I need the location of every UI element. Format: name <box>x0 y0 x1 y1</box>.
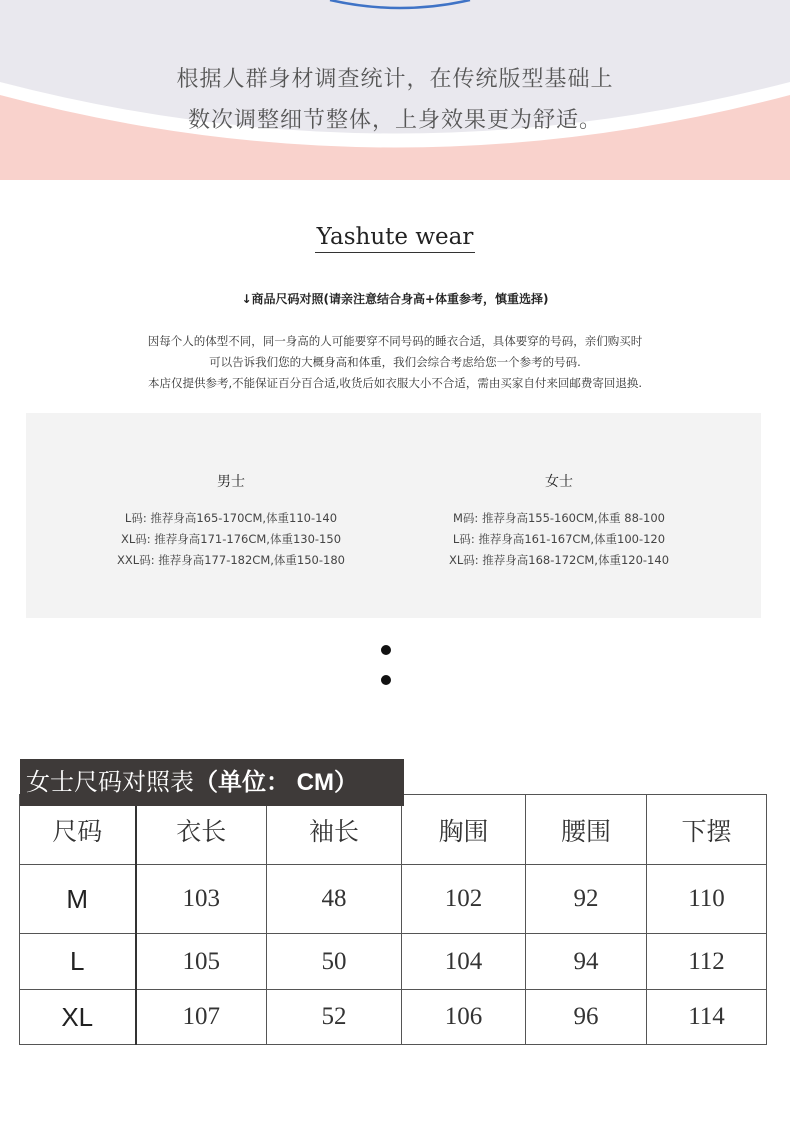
brand-name: Yashute wear <box>315 224 476 253</box>
note-line-2: 可以告诉我们您的大概身高和体重，我们会综合考虑给您一个参考的号码. <box>209 355 581 369</box>
women-size-line: L码: 推荐身高161-167CM,体重100-120 <box>452 532 666 546</box>
header-cell: 衣长 <box>136 795 267 865</box>
size-recommendation-panel <box>26 413 761 618</box>
divider-dot <box>381 645 391 655</box>
women-title: 女士 <box>545 474 573 490</box>
size-cell: M <box>20 865 136 934</box>
hero-text-line-1: 根据人群身材调查统计，在传统版型基础上 <box>176 67 614 92</box>
value-cell: 112 <box>647 934 767 990</box>
size-chart-unit: （单位： CM） <box>194 769 358 796</box>
women-size-line: M码: 推荐身高155-160CM,体重 88-100 <box>453 511 665 525</box>
table-row <box>20 865 767 934</box>
value-cell: 114 <box>647 990 767 1045</box>
value-cell: 107 <box>136 990 267 1045</box>
value-cell: 104 <box>402 934 526 990</box>
size-cell: XL <box>20 990 136 1045</box>
men-size-line: XXL码: 推荐身高177-182CM,体重150-180 <box>117 553 345 567</box>
men-title: 男士 <box>217 474 245 490</box>
note-line-1: 因每个人的体型不同，同一身高的人可能要穿不同号码的睡衣合适，具体要穿的号码，亲们购买时 <box>147 334 643 348</box>
value-cell: 110 <box>647 865 767 934</box>
hero-text-line-2: 数次调整细节整体，上身效果更为舒适。 <box>187 108 602 133</box>
value-cell: 50 <box>267 934 402 990</box>
header-cell: 尺码 <box>20 795 136 865</box>
size-chart-title <box>20 759 404 806</box>
men-size-line: L码: 推荐身高165-170CM,体重110-140 <box>124 511 338 525</box>
divider-dot <box>381 675 391 685</box>
value-cell: 103 <box>136 865 267 934</box>
hero-banner <box>0 0 790 180</box>
value-cell: 105 <box>136 934 267 990</box>
value-cell: 48 <box>267 865 402 934</box>
size-cell: L <box>20 934 136 990</box>
table-row <box>20 934 767 990</box>
value-cell: 92 <box>526 865 647 934</box>
value-cell: 96 <box>526 990 647 1045</box>
men-size-line: XL码: 推荐身高171-176CM,体重130-150 <box>120 532 342 546</box>
value-cell: 102 <box>402 865 526 934</box>
size-chart-title-text: 女士尺码对照表 <box>26 768 194 796</box>
header-cell: 腰围 <box>526 795 647 865</box>
header-cell: 胸围 <box>402 795 526 865</box>
size-guide-subheading: ↓商品尺码对照(请亲注意结合身高+体重参考，慎重选择) <box>241 292 549 306</box>
note-line-3: 本店仅提供参考,不能保证百分百合适,收货后如衣服大小不合适，需由买家自付来回邮费寄回退换. <box>148 376 642 390</box>
women-size-line: XL码: 推荐身高168-172CM,体重120-140 <box>448 553 670 567</box>
table-row <box>20 990 767 1045</box>
header-cell: 下摆 <box>647 795 767 865</box>
header-cell: 袖长 <box>267 795 402 865</box>
value-cell: 52 <box>267 990 402 1045</box>
value-cell: 106 <box>402 990 526 1045</box>
brand-heading <box>0 224 790 253</box>
value-cell: 94 <box>526 934 647 990</box>
size-chart-table <box>19 794 767 1045</box>
